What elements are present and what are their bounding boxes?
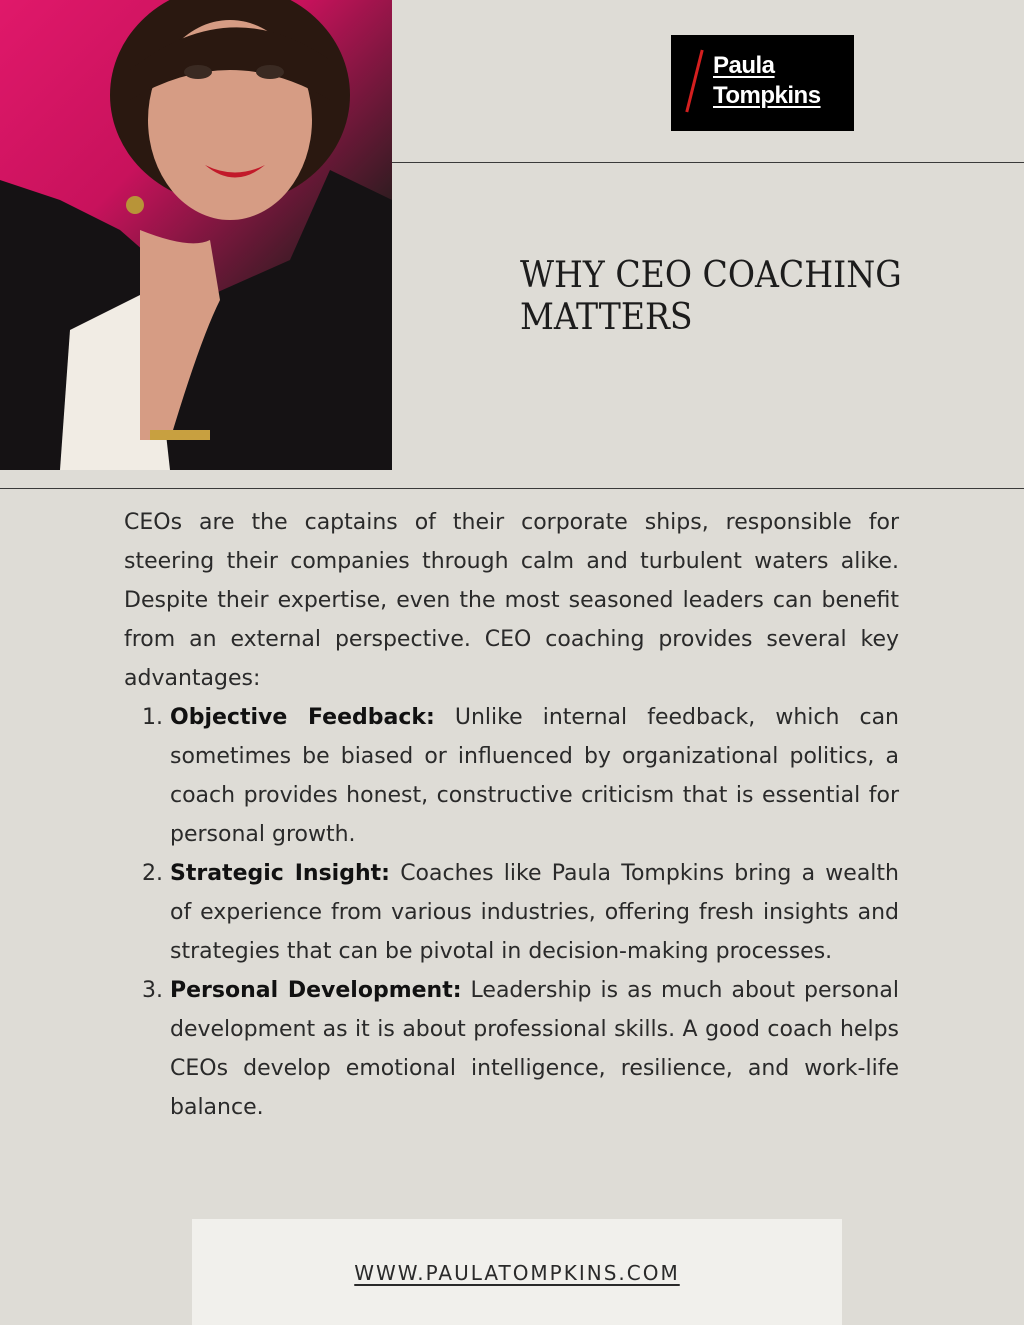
list-item-text: Coaches like Paula Tompkins bring a wealth of experience from various industries, offering fresh insights and strategies that can be pivotal in decision-making processes.: [170, 861, 899, 964]
top-divider: [392, 162, 1024, 163]
brand-logo: [671, 35, 854, 131]
logo-line-2: Tompkins: [713, 82, 821, 109]
logo-wordmark: [713, 51, 821, 111]
page-title: WHY CEO COACHING MATTERS: [520, 255, 902, 338]
middle-divider: [0, 488, 1024, 489]
logo-slash-mark: [685, 50, 703, 113]
website-link[interactable]: WWW.PAULATOMPKINS.COM: [354, 1261, 680, 1285]
list-item-term: Objective Feedback:: [170, 705, 435, 730]
portrait-illustration: [0, 0, 392, 470]
list-item: [170, 854, 899, 971]
intro-paragraph: CEOs are the captains of their corporate ships, responsible for steering their companies through calm and turbulent waters alike. Despite their expertise, even the most seasoned leaders can benefit from an external perspective. CEO coaching provides several key advantages:: [124, 510, 899, 691]
logo-line-1: Paula: [713, 52, 775, 79]
list-item-term: Personal Development:: [170, 978, 462, 1003]
list-item-text: Leadership is as much about personal development as it is about professional skills. A good coach helps CEOs develop emotional intelligence, resilience, and work-life balance.: [170, 978, 899, 1120]
article-body: [124, 503, 899, 1127]
advantages-list: [124, 698, 899, 1127]
list-item-text: Unlike internal feedback, which can sometimes be biased or influenced by organizational politics, a coach provides honest, constructive criticism that is essential for personal growth.: [170, 705, 900, 847]
list-item: [170, 698, 899, 854]
portrait-photo: [0, 0, 392, 470]
footer-panel: [192, 1219, 842, 1325]
list-item: [170, 971, 899, 1127]
list-item-term: Strategic Insight:: [170, 861, 390, 886]
